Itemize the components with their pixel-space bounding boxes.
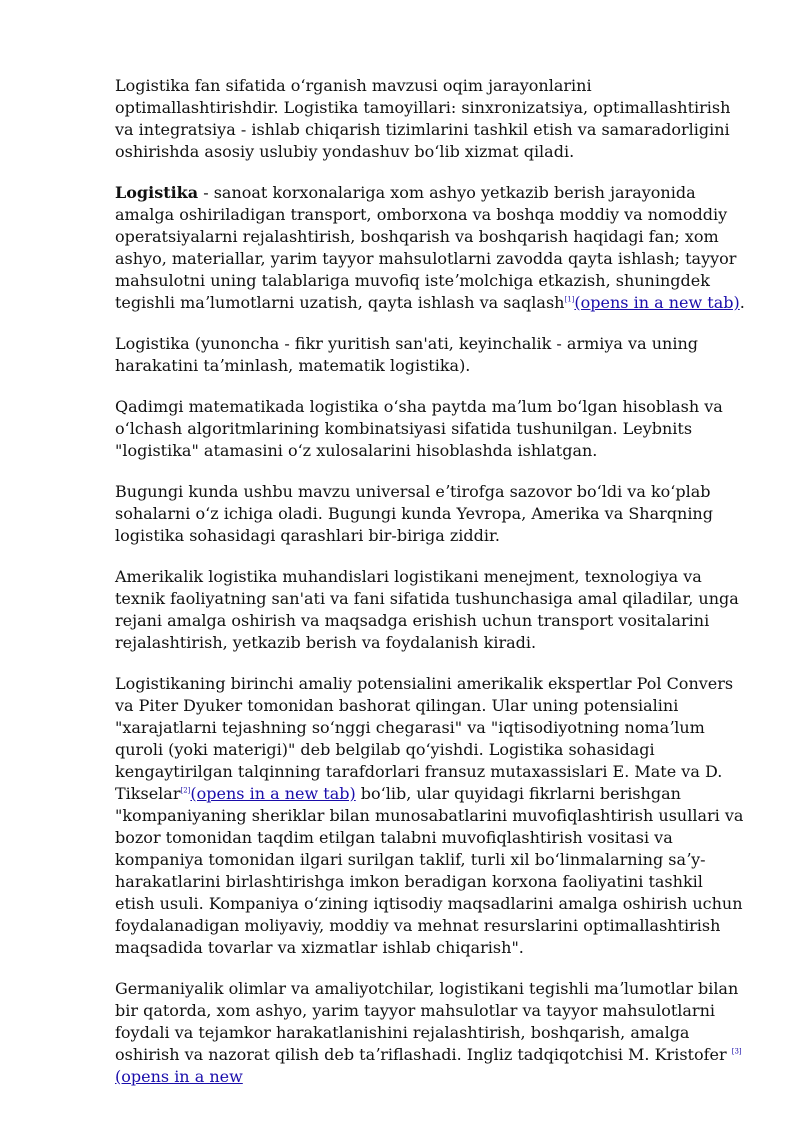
german-view-text: Germaniyalik olimlar va amaliyotchilar, logistikani tegishli maʼlumotlar bilan bir qatorda, xom ashyo, yarim tayyor mahsulotlar va tayyor mahsulotlarni foydali va tejamkor harakatlanishini rejalashtirish, boshqarish, amalga oshirish va nazorat qilish deb taʼriflashadi. Ingliz tadqiqotchisi M. Kristofer: [115, 979, 739, 1064]
paragraph-potential: [115, 673, 747, 959]
footnote-ref-2[interactable]: [2]: [180, 786, 191, 795]
definition-text: - sanoat korxonalariga xom ashyo yetkazib berish jarayonida amalga oshiriladigan transport, omborxona va boshqa moddiy va nomoddiy operatsiyalarni rejalashtirish, boshqarish va boshqarish haqidagi fan; xom ashyo, materiallar, yarim tayyor mahsulotlarni zavodda qayta ishlash; tayyor mahsulotni uning talablariga muvofiq isteʼmolchiga etkazish, shuningdek tegishli maʼlumotlarni uzatish, qayta ishlash va saqlash: [115, 183, 737, 312]
potential-text: Logistikaning birinchi amaliy potensialini amerikalik ekspertlar Pol Convers va Piter Dyuker tomonidan bashorat qilingan. Ular uning potensialini "xarajatlarni tejashning soʻnggi chegarasi" va "iqtisodiyotning nomaʼlum quroli (yoki materigi)" deb belgilab qoʻyishdi. Logistika sohasidagi kengaytirilgan talqinning tarafdorlari fransuz mutaxassislari E. Mate va D. Tikselar: [115, 674, 734, 803]
paragraph-intro: Logistika fan sifatida oʻrganish mavzusi oqim jarayonlarini optimallashtirishdir. Logistika tamoyillari: sinxronizatsiya, optimallashtirish va integratsiya - ishlab chiqarish tizimlarini tashkil etish va samaradorligini oshirishda asosiy uslubiy yondashuv boʻlib xizmat qiladi.: [115, 76, 731, 161]
paragraph-american-view: Amerikalik logistika muhandislari logistikani menejment, texnologiya va texnik faoliyatning san'ati va fani sifatida tushunchasiga amal qiladilar, unga rejani amalga oshirish va maqsadga erishish uchun transport vositalarini rejalashtirish, yetkazib berish va foydalanish kiradi.: [115, 567, 739, 652]
footnote-link-1[interactable]: (opens in a new tab): [574, 293, 740, 312]
paragraph-definition: [115, 182, 747, 314]
paragraph-today: Bugungi kunda ushbu mavzu universal eʼtirofga sazovor boʻldi va koʻplab sohalarni oʻz ichiga oladi. Bugungi kunda Yevropa, Amerika va Sharqning logistika sohasidagi qarashlari bir-biriga ziddir.: [115, 482, 713, 545]
paragraph-history: Qadimgi matematikada logistika oʻsha paytda maʼlum boʻlgan hisoblash va oʻlchash algoritmlarining kombinatsiyasi sifatida tushunilgan. Leybnits "logistika" atamasini oʻz xulosalarini hisoblashda ishlatgan.: [115, 397, 723, 460]
footnote-ref-3[interactable]: [3]: [731, 1047, 742, 1056]
footnote-ref-1[interactable]: [1]: [564, 295, 575, 304]
footnote-link-3[interactable]: (opens in a new: [115, 1067, 243, 1086]
article-body: [115, 75, 747, 1107]
definition-end: .: [739, 293, 745, 312]
defined-term: Logistika: [115, 183, 199, 202]
paragraph-etymology: Logistika (yunoncha - fikr yuritish san'ati, keyinchalik - armiya va uning harakatini taʼminlash, matematik logistika).: [115, 334, 698, 375]
paragraph-german-view: [115, 978, 747, 1088]
potential-text-continued: boʻlib, ular quyidagi fikrlarni berishgan "kompaniyaning sheriklar bilan munosabatlarini muvofiqlashtirish usullari va bozor tomonidan taqdim etilgan talabni muvofiqlashtirish vositasi va kompaniya tomonidan ilgari surilgan taklif, turli xil boʻlinmalarning saʼy-harakatlarini birlashtirishga imkon beradigan korxona faoliyatini tashkil etish usuli. Kompaniya oʻzining iqtisodiy maqsadlarini amalga oshirish uchun foydalanadigan moliyaviy, moddiy va mehnat resurslarini optimallashtirish maqsadida tovarlar va xizmatlar ishlab chiqarish".: [115, 784, 744, 957]
footnote-link-2[interactable]: (opens in a new tab): [190, 784, 356, 803]
